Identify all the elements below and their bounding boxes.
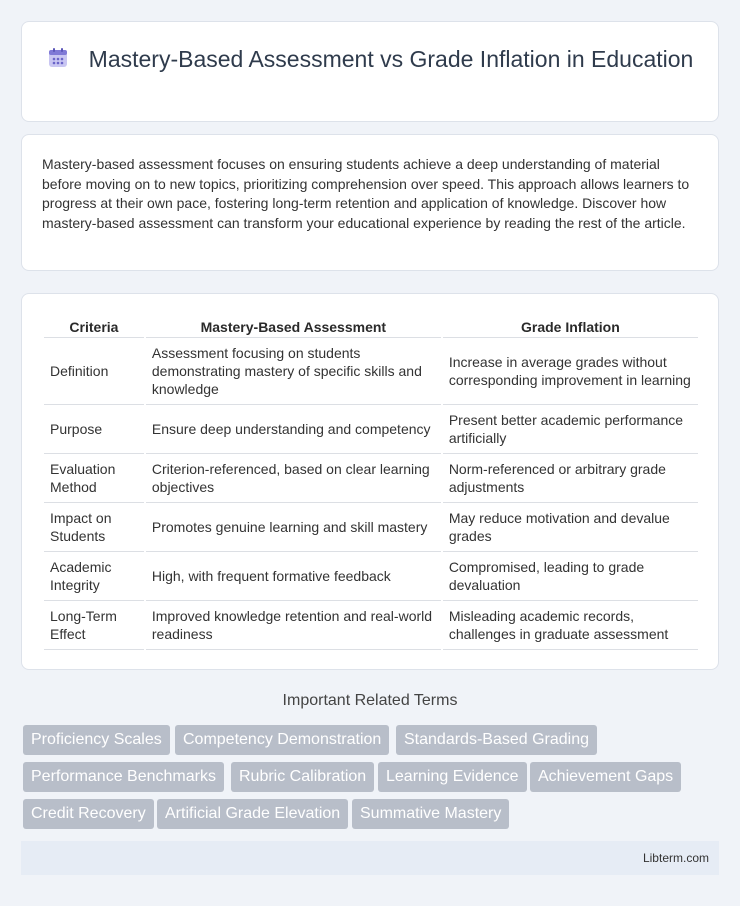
comparison-table-card: [21, 293, 719, 670]
mastery-cell: Assessment focusing on students demonstrating mastery of specific skills and knowledge: [146, 338, 441, 405]
criteria-cell: Definition: [44, 338, 144, 405]
table-row: [44, 601, 698, 650]
mastery-cell: Promotes genuine learning and skill mastery: [146, 503, 441, 552]
column-header-inflation: Grade Inflation: [443, 316, 698, 338]
table-row: [44, 552, 698, 601]
inflation-cell: Norm-referenced or arbitrary grade adjustments: [443, 454, 698, 503]
criteria-cell: Long-Term Effect: [44, 601, 144, 650]
footer-bar: [21, 841, 719, 875]
criteria-cell: Evaluation Method: [44, 454, 144, 503]
footer-site-link[interactable]: Libterm.com: [642, 851, 709, 865]
table-row: [44, 405, 698, 454]
criteria-cell: Purpose: [44, 405, 144, 454]
related-terms-heading: Important Related Terms: [282, 692, 458, 709]
table-header-row: [44, 316, 698, 338]
intro-paragraph: Mastery-based assessment focuses on ensuring students achieve a deep understanding of material before moving on to new topics, prioritizing comprehension over speed. This approach allows learners to progress at their own pace, fostering long-term retention and application of knowledge. Discover how mastery-based assessment can transform your educational experience by reading the rest of the article.: [42, 156, 690, 231]
column-header-mastery: Mastery-Based Assessment: [146, 316, 441, 338]
related-term-tag[interactable]: Achievement Gaps: [530, 762, 681, 792]
criteria-cell: Impact on Students: [44, 503, 144, 552]
related-term-tag[interactable]: Credit Recovery: [23, 799, 154, 829]
inflation-cell: Increase in average grades without corresponding improvement in learning: [443, 338, 698, 405]
inflation-cell: Present better academic performance artificially: [443, 405, 698, 454]
related-term-tag[interactable]: Proficiency Scales: [23, 725, 170, 755]
inflation-cell: Compromised, leading to grade devaluation: [443, 552, 698, 601]
table-row: [44, 503, 698, 552]
title-card: [21, 21, 719, 122]
inflation-cell: May reduce motivation and devalue grades: [443, 503, 698, 552]
page-title: Mastery-Based Assessment vs Grade Inflation in Education: [88, 46, 694, 72]
calendar-icon: [47, 47, 69, 69]
comparison-table: [42, 316, 700, 650]
table-row: [44, 454, 698, 503]
intro-card: [21, 134, 719, 271]
mastery-cell: Criterion-referenced, based on clear learning objectives: [146, 454, 441, 503]
mastery-cell: Ensure deep understanding and competency: [146, 405, 441, 454]
page-title-wrap: [22, 45, 718, 74]
table-row: [44, 338, 698, 405]
related-term-tag[interactable]: Performance Benchmarks: [23, 762, 224, 792]
mastery-cell: High, with frequent formative feedback: [146, 552, 441, 601]
column-header-criteria: Criteria: [44, 316, 144, 338]
related-term-tag[interactable]: Artificial Grade Elevation: [157, 799, 348, 829]
related-term-tag[interactable]: Rubric Calibration: [231, 762, 374, 792]
related-term-tag[interactable]: Standards-Based Grading: [396, 725, 597, 755]
inflation-cell: Misleading academic records, challenges in graduate assessment: [443, 601, 698, 650]
criteria-cell: Academic Integrity: [44, 552, 144, 601]
related-term-tag[interactable]: Learning Evidence: [378, 762, 527, 792]
mastery-cell: Improved knowledge retention and real-world readiness: [146, 601, 441, 650]
related-term-tag[interactable]: Competency Demonstration: [175, 725, 389, 755]
related-term-tag[interactable]: Summative Mastery: [352, 799, 509, 829]
